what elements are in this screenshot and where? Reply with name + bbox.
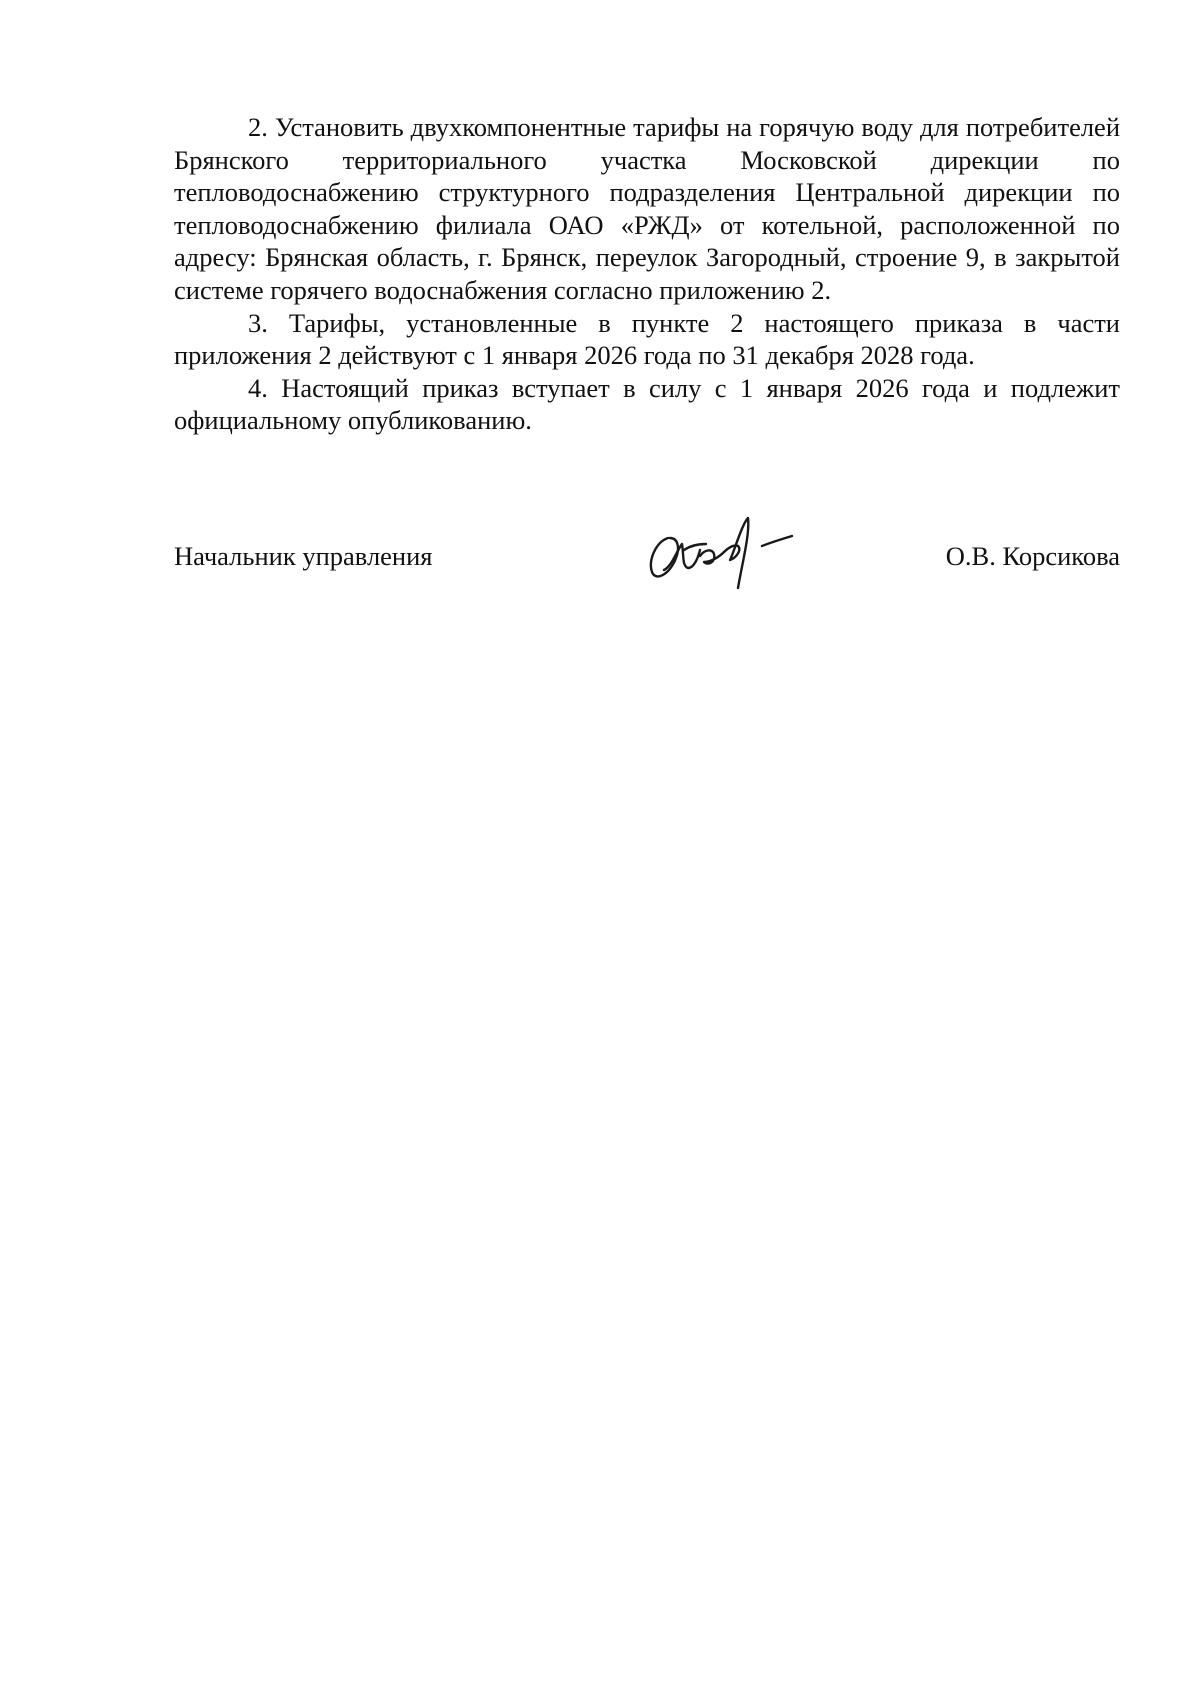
handwritten-signature-icon xyxy=(638,504,808,594)
paragraph-item-2: 2. Установить двухкомпонентные тарифы на горячую воду для потребителей Брянского территориального участка Московской дирекции по тепловодоснабжению структурного подразделения Центральной дирекции по тепловодоснабжению филиала ОАО «РЖД» от котельной, расположенной по адресу: Брянская область, г. Брянск, переулок Загородный, строение 9, в закрытой системе горячего водоснабжения согласно приложению 2. xyxy=(174,112,1120,305)
signatory-position: Начальник управления xyxy=(174,541,433,571)
signature-block xyxy=(174,520,1120,610)
paragraph-item-4: 4. Настоящий приказ вступает в силу с 1 января 2026 года и подлежит официальному опубликованию. xyxy=(174,372,1120,436)
signatory-name: О.В. Корсикова xyxy=(945,541,1120,571)
document-body xyxy=(174,111,1120,437)
paragraph-item-3: 3. Тарифы, установленные в пункте 2 настоящего приказа в части приложения 2 действуют с 1 января 2026 года по 31 декабря 2028 года. xyxy=(174,307,1120,371)
